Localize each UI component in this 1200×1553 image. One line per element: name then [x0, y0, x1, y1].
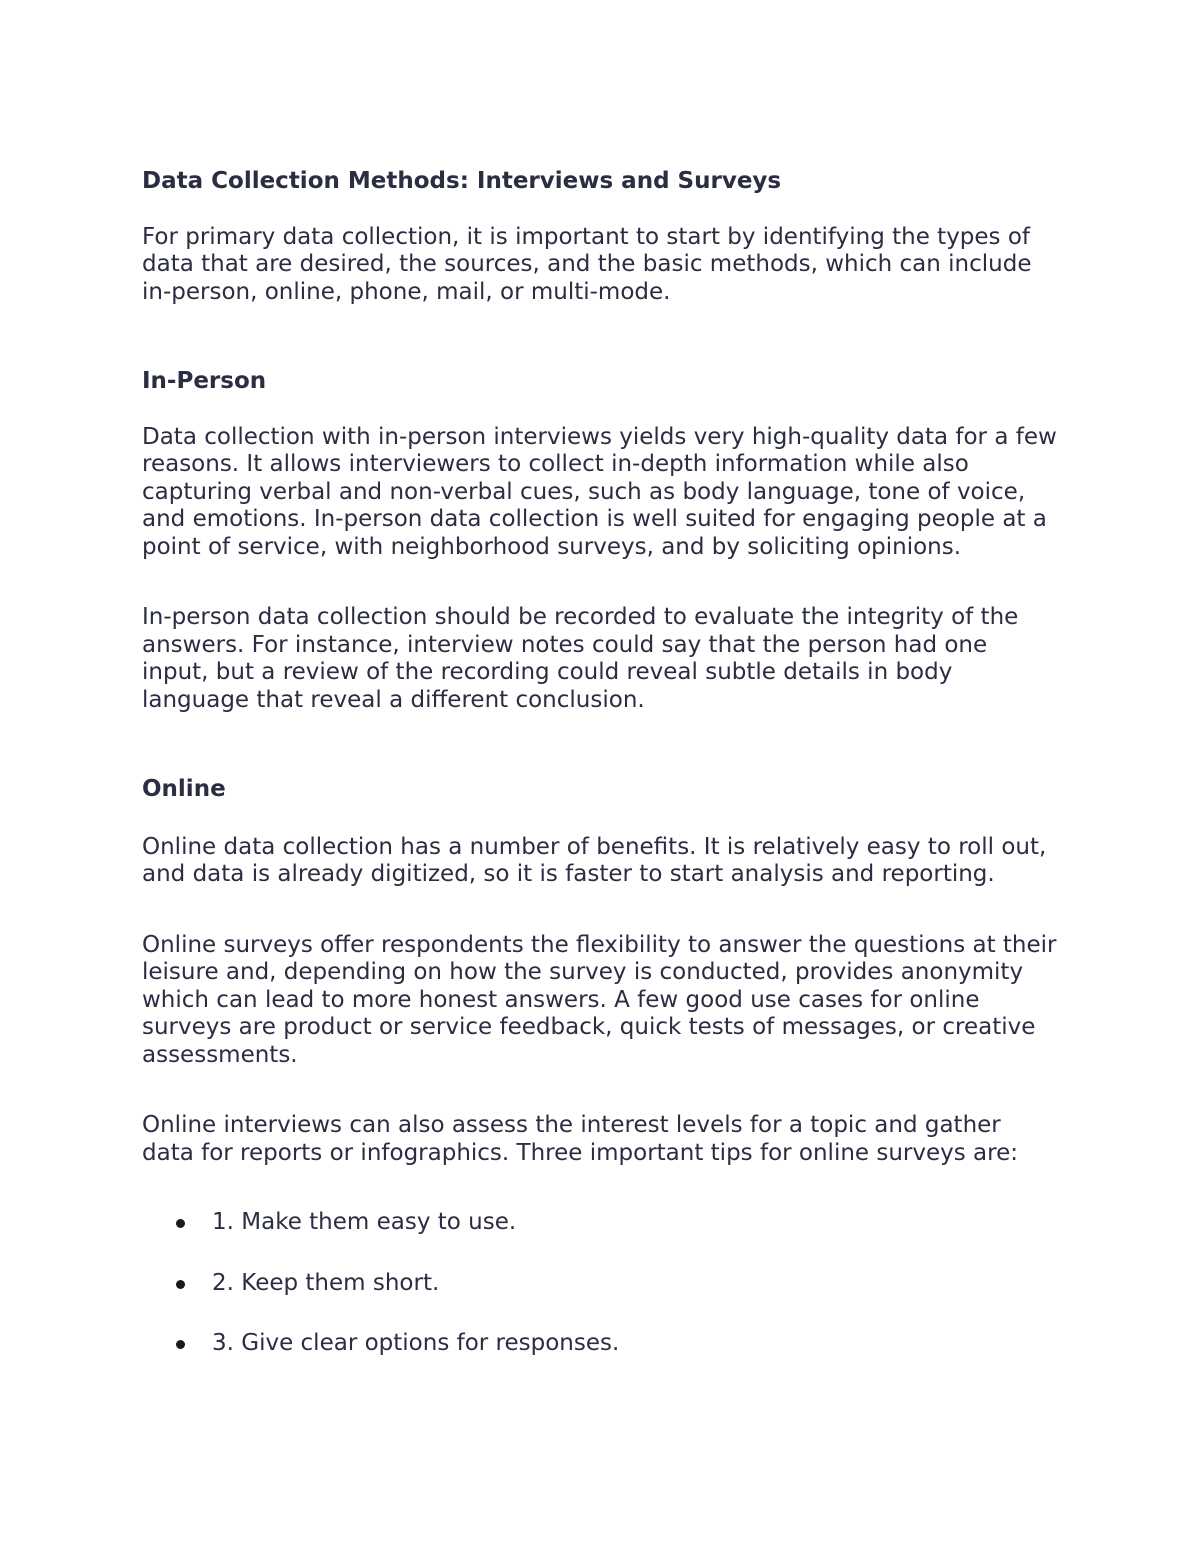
- in-person-paragraph-1: Data collection with in-person interviews yields very high-quality data for a few reasons. It allows interviewers to collect in-depth information while also capturing verbal and non-verbal cues, such as body language, tone of voice, and emotions. In-person data collection is well suited for engaging people at a point of service, with neighborhood surveys, and by soliciting opinions.: [142, 423, 1057, 560]
- tip-text: 2. Keep them short.: [212, 1269, 440, 1296]
- bullet-icon: [176, 1280, 185, 1289]
- online-paragraph-1: Online data collection has a number of benefits. It is relatively easy to roll out, and data is already digitized, so it is faster to start analysis and reporting.: [142, 833, 1047, 887]
- tips-list: [142, 1209, 1057, 1358]
- section-heading-online: Online: [142, 776, 226, 802]
- bullet-icon: [176, 1340, 185, 1349]
- list-item: [142, 1209, 1057, 1237]
- bullet-icon: [176, 1219, 185, 1228]
- section-heading-in-person: In-Person: [142, 368, 267, 394]
- tip-text: 1. Make them easy to use.: [212, 1209, 517, 1235]
- in-person-paragraph-2: In-person data collection should be recorded to evaluate the integrity of the answers. For instance, interview notes could say that the person had one input, but a review of the recording could reveal subtle details in body language that reveal a different conclusion.: [142, 604, 1019, 713]
- online-paragraph-2: Online surveys offer respondents the flexibility to answer the questions at their leisure and, depending on how the survey is conducted, provides anonymity which can lead to more honest answers. A few good use cases for online surveys are product or service feedback, quick tests of messages, or creative assessments.: [142, 931, 1057, 1068]
- document-title: Data Collection Methods: Interviews and Surveys: [142, 168, 782, 194]
- online-paragraph-3: Online interviews can also assess the interest levels for a topic and gather data for reports or infographics. Three important tips for online surveys are:: [142, 1112, 1018, 1166]
- list-item: [142, 1330, 1057, 1358]
- tip-text: 3. Give clear options for responses.: [212, 1330, 620, 1356]
- intro-paragraph: For primary data collection, it is important to start by identifying the types of data that are desired, the sources, and the basic methods, which can include in-person, online, phone, mail, or multi-mode.: [142, 223, 1032, 305]
- document-page: [142, 168, 1057, 1391]
- list-item: [142, 1270, 1057, 1298]
